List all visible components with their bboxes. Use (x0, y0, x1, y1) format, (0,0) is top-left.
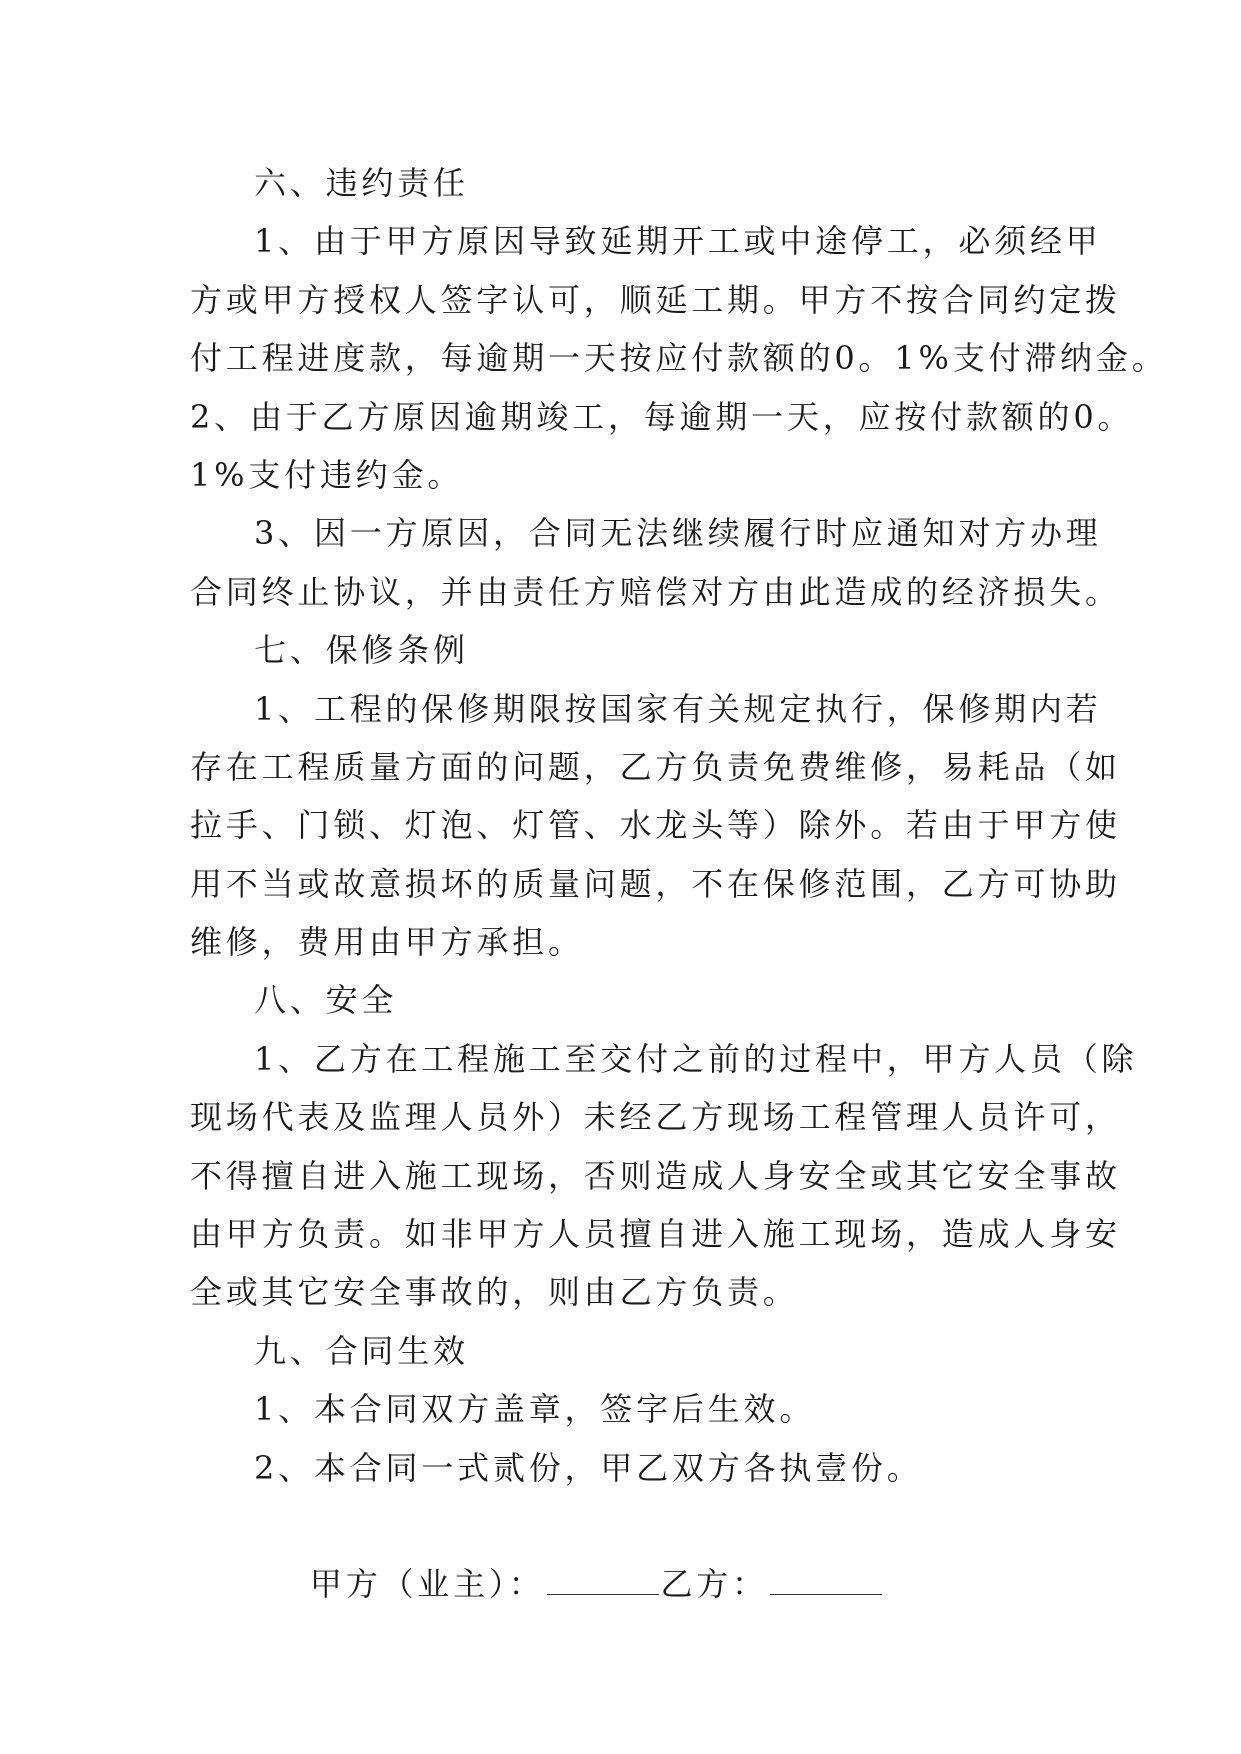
party-b-label: 乙方： (660, 1565, 768, 1604)
paragraph-line: 不得擅自进入施工现场，否则造成人身安全或其它安全事故 (190, 1156, 1121, 1195)
paragraph-line: 存在工程质量方面的问题，乙方负责免费维修，易耗品（如 (190, 747, 1121, 786)
paragraph-line: 合同终止协议，并由责任方赔偿对方由此造成的经济损失。 (190, 572, 1121, 611)
paragraph-line: 付工程进度款，每逾期一天按应付款额的0。1%支付滞纳金。 (190, 339, 1168, 378)
paragraph-line: 1、乙方在工程施工至交付之前的过程中，甲方人员（除 (254, 1039, 1138, 1078)
paragraph-line: 2、本合同一式贰份，甲乙双方各执壹份。 (254, 1448, 923, 1487)
paragraph-line: 1、本合同双方盖章，签字后生效。 (254, 1390, 816, 1429)
contract-body (190, 154, 1168, 1497)
paragraph-line: 全或其它安全事故的，则由乙方负责。 (190, 1273, 799, 1312)
paragraph-line: 1、由于甲方原因导致延期开工或中途停工，必须经甲 (254, 222, 1102, 261)
party-b-blank (770, 1588, 882, 1595)
section-heading: 七、保修条例 (254, 631, 469, 670)
section-heading: 九、合同生效 (254, 1331, 469, 1370)
paragraph-line: 1%支付违约金。 (190, 455, 464, 494)
signature-line (190, 1497, 1070, 1604)
party-a-label: 甲方（业主）： (309, 1565, 545, 1604)
paragraph-line: 方或甲方授权人签字认可，顺延工期。甲方不按合同约定拨 (190, 280, 1121, 319)
document-page (190, 154, 1168, 1604)
section-heading: 六、违约责任 (254, 164, 469, 202)
party-a-blank (547, 1588, 659, 1595)
section-heading: 八、安全 (254, 981, 398, 1020)
paragraph-line: 3、因一方原因，合同无法继续履行时应通知对方办理 (254, 514, 1102, 553)
paragraph-line: 2、由于乙方原因逾期竣工，每逾期一天，应按付款额的0。 (190, 397, 1134, 436)
paragraph-line: 维修，费用由甲方承担。 (190, 923, 584, 962)
paragraph-line: 由甲方负责。如非甲方人员擅自进入施工现场，造成人身安 (190, 1215, 1121, 1254)
paragraph-line: 拉手、门锁、灯泡、灯管、水龙头等）除外。若由于甲方使 (190, 806, 1121, 845)
paragraph-line: 1、工程的保修期限按国家有关规定执行，保修期内若 (254, 689, 1102, 728)
paragraph-line: 现场代表及监理人员外）未经乙方现场工程管理人员许可， (190, 1098, 1121, 1137)
paragraph-line: 用不当或故意损坏的质量问题，不在保修范围，乙方可协助 (190, 864, 1121, 903)
